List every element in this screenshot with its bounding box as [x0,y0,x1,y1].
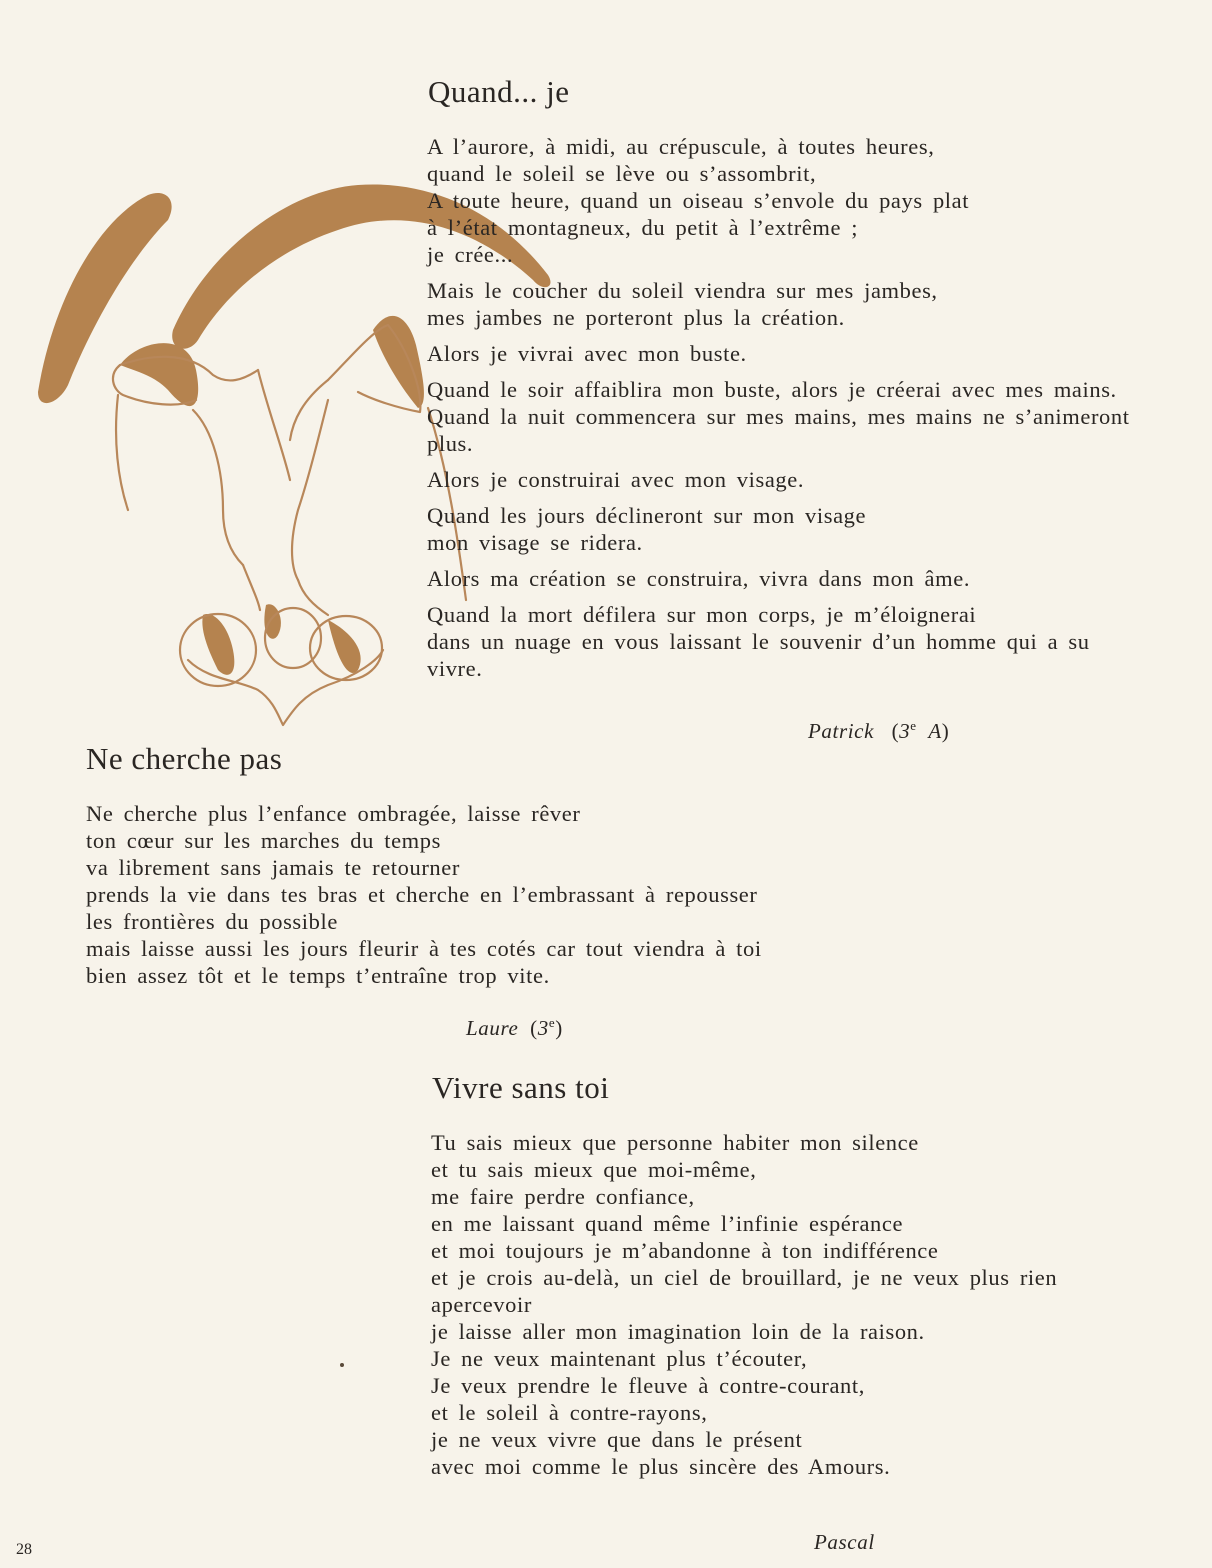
poem-line: et moi toujours je m’abandonne à ton indifférence [431,1238,939,1263]
stanza [427,502,1130,556]
poem-line: je crée... [427,242,514,267]
author-laure: Laure (3e) [466,1015,563,1040]
stanza [427,133,1130,268]
poem-line: ton cœur sur les marches du temps [86,828,441,853]
author-patrick: Patrick (3e A) [808,718,950,743]
poem-line: Ne cherche plus l’enfance ombragée, laisse rêver [86,801,581,826]
poem-title-vivre-sans-toi: Vivre sans toi [432,1070,610,1105]
class-superscript: e [910,718,917,733]
poem-line: Je ne veux maintenant plus t’écouter, [431,1346,808,1371]
ink-speck [340,1363,344,1367]
poem-line: A toute heure, quand un oiseau s’envole du pays plat [427,188,970,213]
poem-line: en me laissant quand même l’infinie espérance [431,1211,904,1236]
class-number: 3 [537,1016,549,1040]
poem-title-ne-cherche-pas: Ne cherche pas [86,741,283,776]
poem-line: Quand la nuit commencera sur mes mains, mes mains ne s’animeront [427,404,1130,429]
poem-line: Quand le soir affaiblira mon buste, alors je créerai avec mes mains. [427,377,1117,402]
class-superscript: e [548,1015,556,1030]
poem-line: Alors je vivrai avec mon buste. [427,341,747,366]
poem-line: et le soleil à contre-rayons, [431,1400,708,1425]
poem-line: va librement sans jamais te retourner [86,855,460,880]
class-number: 3 [899,719,911,743]
poem-line: Alors ma création se construira, vivra dans mon âme. [427,566,971,591]
page-number: 28 [16,1541,32,1558]
poem-body-ne-cherche-pas [86,800,762,989]
poem-line: Tu sais mieux que personne habiter mon silence [431,1130,919,1155]
stanza [427,340,1130,367]
poem-line: les frontières du possible [86,909,338,934]
poem-line: vivre. [427,656,483,681]
poem-line: me faire perdre confiance, [431,1184,695,1209]
poem-line: je ne veux vivre que dans le présent [431,1427,803,1452]
poem-line: mon visage se ridera. [427,530,643,555]
poem-line: apercevoir [431,1292,532,1317]
poem-line: mes jambes ne porteront plus la création. [427,305,845,330]
poem-line: Alors je construirai avec mon visage. [427,467,805,492]
poem-line: Je veux prendre le fleuve à contre-courant, [431,1373,865,1398]
poem-line: à l’état montagneux, du petit à l’extrême ; [427,215,859,240]
poem-line: mais laisse aussi les jours fleurir à tes cotés car tout viendra à toi [86,936,762,961]
poem-line: et je crois au-delà, un ciel de brouillard, je ne veux plus rien [431,1265,1058,1290]
stanza [427,277,1130,331]
poem-line: avec moi comme le plus sincère des Amours. [431,1454,891,1479]
poem-line: prends la vie dans tes bras et cherche en l’embrassant à repousser [86,882,758,907]
poem-body-vivre-sans-toi [431,1129,1057,1480]
poem-line: quand le soleil se lève ou s’assombrit, [427,161,817,186]
poem-line: Quand la mort défilera sur mon corps, je m’éloignerai [427,602,977,627]
stanza [427,565,1130,592]
poem-line: Quand les jours déclineront sur mon visage [427,503,867,528]
author-pascal: Pascal [814,1530,875,1554]
author-name: Laure [466,1016,519,1040]
poem-line: et tu sais mieux que moi-même, [431,1157,757,1182]
poem-line: Mais le coucher du soleil viendra sur mes jambes, [427,278,938,303]
author-name: Patrick [808,719,875,743]
poem-line: bien assez tôt et le temps t’entraîne trop vite. [86,963,550,988]
class-letter: A [928,719,942,743]
stanza [427,376,1130,457]
stanza [427,601,1130,682]
poem-title-quand-je: Quand... je [428,74,570,109]
poem-line: dans un nuage en vous laissant le souvenir d’un homme qui a su [427,629,1090,654]
poem-line: A l’aurore, à midi, au crépuscule, à toutes heures, [427,134,935,159]
poem-line: je laisse aller mon imagination loin de la raison. [431,1319,925,1344]
poem-body-quand-je [427,133,1130,691]
stanza [427,466,1130,493]
poem-line: plus. [427,431,474,456]
